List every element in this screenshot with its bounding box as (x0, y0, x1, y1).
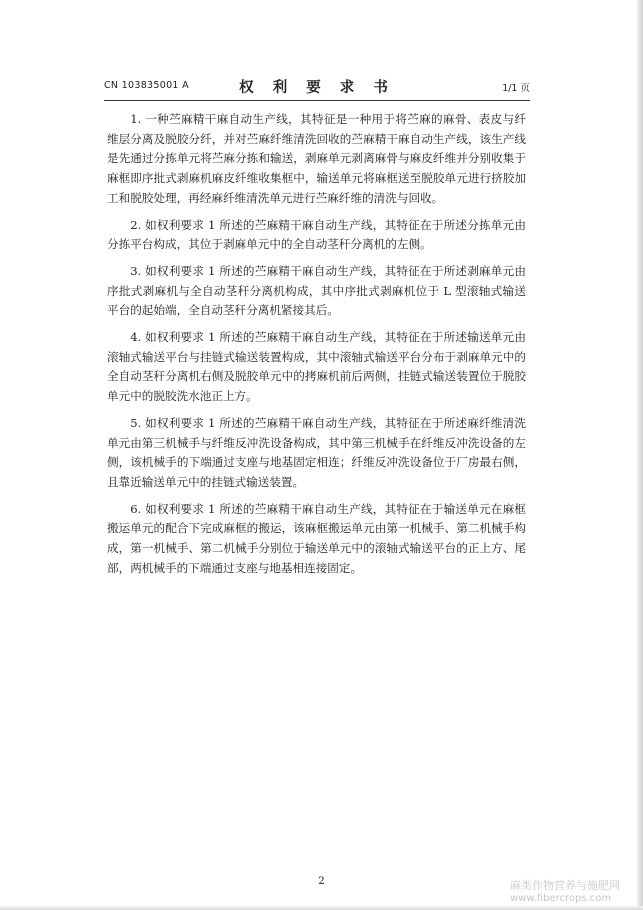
page-number: 2 (318, 875, 325, 887)
claim-5: 5. 如权利要求 1 所述的苎麻精干麻自动生产线，其特征在于所述麻纤维清洗单元由第三机械手与纤维反冲洗设备构成，其中第三机械手在纤维反冲洗设备的左侧，该机械手的下端通过支座与地基固定相连；纤维反冲洗设备位于厂房最右侧，且靠近输送单元中的挂链式输送装置。 (107, 415, 526, 489)
watermark (510, 879, 620, 905)
page-header (104, 76, 530, 98)
claim-3: 3. 如权利要求 1 所述的苎麻精干麻自动生产线，其特征在于所述剥麻单元由序批式剥麻机与全自动茎秆分离机构成，其中序批式剥麻机位于 L 型滚轴式输送平台的起始端，全自动茎秆分离机紧接其后。 (107, 263, 526, 318)
claim-2: 2. 如权利要求 1 所述的苎麻精干麻自动生产线，其特征在于所述分拣单元由分拣平台构成，其位于剥麻单元中的全自动茎秆分离机的左侧。 (107, 217, 526, 252)
claim-6: 6. 如权利要求 1 所述的苎麻精干麻自动生产线，其特征在于输送单元在麻框搬运单元的配合下完成麻框的搬运，该麻框搬运单元由第一机械手、第二机械手构成，第一机械手、第二机械手分别位于输送单元中的滚轴式输送平台的正上方、尾部，两机械手的下端通过支座与地基相连接固定。 (107, 501, 526, 575)
page-edge-shadow (637, 0, 643, 910)
claim-1: 1. 一种苎麻精干麻自动生产线，其特征是一种用于将苎麻的麻骨、表皮与纤维层分离及脱胶分纤，并对苎麻纤维清洗回收的苎麻精干麻自动生产线，该生产线是先通过分拣单元将苎麻分拣和输送，剥麻单元剥离麻骨与麻皮纤维并分别收集于麻框即序批式剥麻机麻皮纤维收集框中，输送单元将麻框送至脱胶单元进行挤胶加工和脱胶处理，再经麻纤维清洗单元进行苎麻纤维的清洗与回收。 (107, 112, 526, 205)
claim-4: 4. 如权利要求 1 所述的苎麻精干麻自动生产线，其特征在于所述输送单元由滚轴式输送平台与挂链式输送装置构成，其中滚轴式输送平台分布于剥麻单元中的全自动茎秆分离机右侧及脱胶单元中的拷麻机前后两侧，挂链式输送装置位于脱胶单元中的脱胶洗水池正上方。 (107, 330, 526, 404)
header-rule (104, 100, 530, 101)
publication-number: CN 103835001 A (104, 80, 189, 91)
watermark-url: www.fibercrops.com (510, 893, 612, 904)
document-title: 权 利 要 求 书 (239, 80, 395, 96)
page-count: 1/1 页 (502, 83, 530, 94)
claims-body (107, 110, 526, 585)
watermark-title: 麻类作物营养与施肥网 (510, 879, 620, 892)
page-edge-shadow-bottom (0, 906, 643, 910)
